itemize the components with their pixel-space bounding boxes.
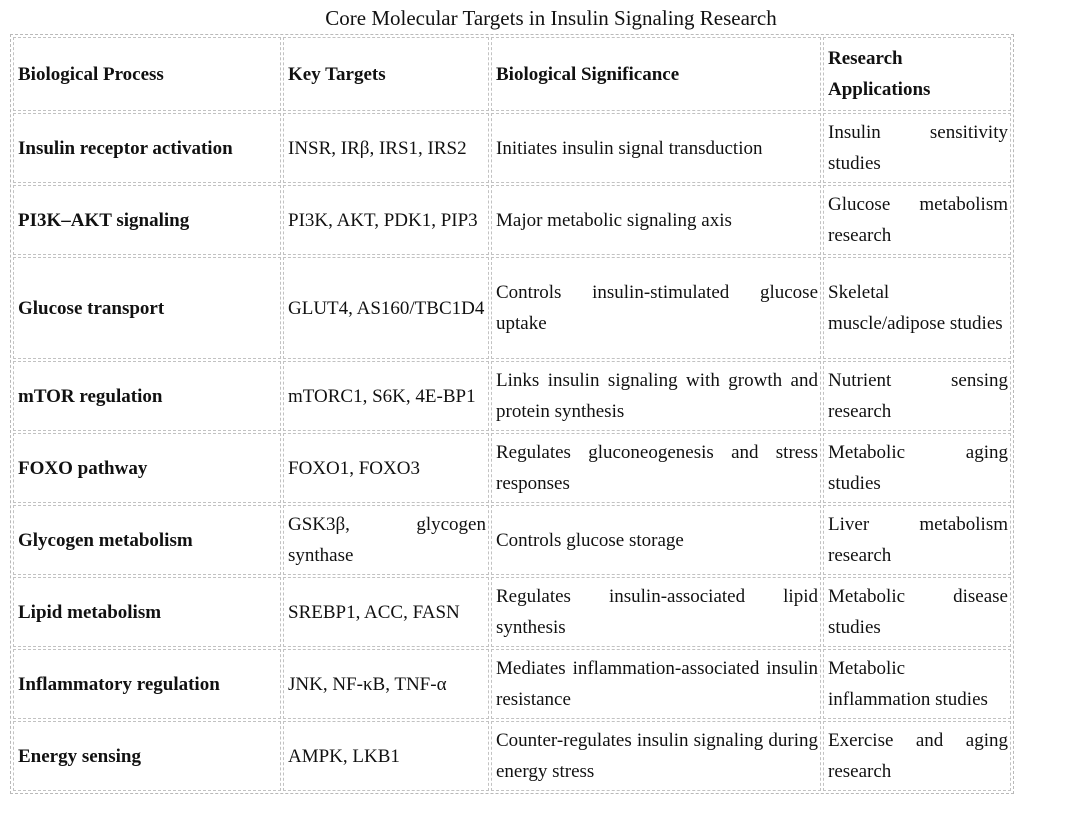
cell-applications: Liver metabolism research — [823, 505, 1011, 575]
table-row — [13, 577, 1011, 647]
table-row — [13, 113, 1011, 183]
table-row — [13, 649, 1011, 719]
cell-process: PI3K–AKT signaling — [13, 185, 281, 255]
table-title: Core Molecular Targets in Insulin Signaling Research — [325, 6, 777, 30]
header-cell-targets: Key Targets — [283, 37, 489, 111]
cell-significance: Controls insulin-stimulated glucose uptake — [491, 257, 821, 359]
cell-applications: Metabolic inflammation studies — [823, 649, 1011, 719]
cell-targets: SREBP1, ACC, FASN — [283, 577, 489, 647]
cell-process: Energy sensing — [13, 721, 281, 791]
cell-applications: Skeletal muscle/adipose studies — [823, 257, 1011, 359]
cell-targets: JNK, NF-κB, TNF-α — [283, 649, 489, 719]
cell-significance: Mediates inflammation-associated insulin resistance — [491, 649, 821, 719]
cell-process: Lipid metabolism — [13, 577, 281, 647]
cell-applications: Glucose metabolism research — [823, 185, 1011, 255]
header-row — [13, 37, 1011, 111]
cell-targets: PI3K, AKT, PDK1, PIP3 — [283, 185, 489, 255]
cell-targets: GLUT4, AS160/TBC1D4 — [283, 257, 489, 359]
cell-applications: Metabolic disease studies — [823, 577, 1011, 647]
cell-significance: Major metabolic signaling axis — [491, 185, 821, 255]
header-cell-applications: Research Applications — [823, 37, 1011, 111]
cell-significance: Controls glucose storage — [491, 505, 821, 575]
cell-process: mTOR regulation — [13, 361, 281, 431]
cell-targets: mTORC1, S6K, 4E-BP1 — [283, 361, 489, 431]
table-row — [13, 257, 1011, 359]
cell-process: Glycogen metabolism — [13, 505, 281, 575]
header-cell-significance: Biological Significance — [491, 37, 821, 111]
cell-process: FOXO pathway — [13, 433, 281, 503]
table-row — [13, 505, 1011, 575]
table-row — [13, 185, 1011, 255]
cell-targets: AMPK, LKB1 — [283, 721, 489, 791]
cell-significance: Regulates gluconeogenesis and stress responses — [491, 433, 821, 503]
cell-applications: Insulin sensitivity studies — [823, 113, 1011, 183]
table-row — [13, 721, 1011, 791]
cell-applications: Metabolic aging studies — [823, 433, 1011, 503]
cell-targets: INSR, IRβ, IRS1, IRS2 — [283, 113, 489, 183]
targets-table — [10, 34, 1014, 794]
cell-significance: Regulates insulin-associated lipid synthesis — [491, 577, 821, 647]
cell-process: Insulin receptor activation — [13, 113, 281, 183]
table-row — [13, 433, 1011, 503]
cell-significance: Counter-regulates insulin signaling during energy stress — [491, 721, 821, 791]
cell-applications: Exercise and aging research — [823, 721, 1011, 791]
cell-targets: GSK3β, glycogen synthase — [283, 505, 489, 575]
cell-applications: Nutrient sensing research — [823, 361, 1011, 431]
cell-significance: Initiates insulin signal transduction — [491, 113, 821, 183]
cell-process: Inflammatory regulation — [13, 649, 281, 719]
header-cell-process: Biological Process — [13, 37, 281, 111]
table-body — [13, 37, 1011, 791]
table-row — [13, 361, 1011, 431]
cell-targets: FOXO1, FOXO3 — [283, 433, 489, 503]
cell-process: Glucose transport — [13, 257, 281, 359]
cell-significance: Links insulin signaling with growth and protein synthesis — [491, 361, 821, 431]
